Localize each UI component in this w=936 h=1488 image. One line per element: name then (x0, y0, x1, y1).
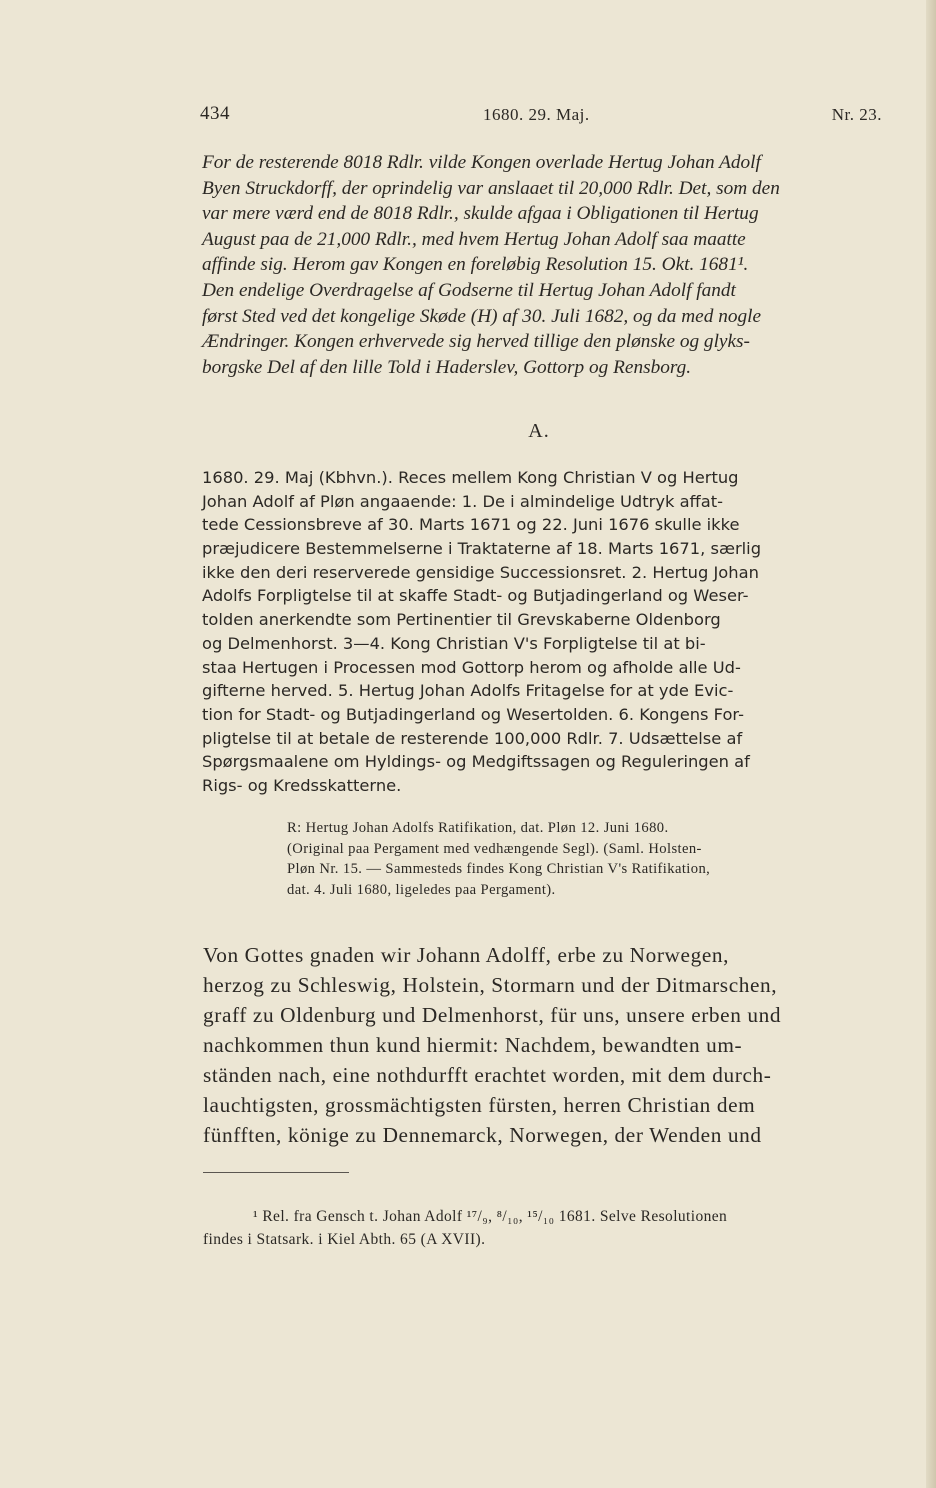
text-line: tolden anerkendte som Pertinentier til Grevskaberne Oldenborg (202, 610, 721, 630)
text-line: dat. 4. Juli 1680, ligeledes paa Pergament). (287, 881, 556, 898)
footnote (203, 1205, 886, 1251)
text-line: lauchtigsten, grossmächtigsten fürsten, herren Christian dem (203, 1093, 756, 1117)
text-line: staa Hertugen i Processen mod Gottorp herom og afholde alle Ud- (202, 657, 741, 677)
text-line: Pløn Nr. 15. — Sammesteds findes Kong Christian V's Ratifikation, (287, 861, 711, 877)
text-line: tion for Stadt- og Butjadingerland og Wesertolden. 6. Kongens For- (202, 704, 744, 724)
text-line: For de resterende 8018 Rdlr. vilde Kongen overlade Hertug Johan Adolf (202, 152, 761, 173)
text-line: borgske Del af den lille Told i Haderslev, Gottorp og Rensborg. (202, 356, 692, 378)
text-line: affinde sig. Herom gav Kongen en foreløbig Resolution 15. Okt. 1681¹. (202, 254, 749, 276)
page-number: 434 (200, 103, 230, 124)
text-line: R: Hertug Johan Adolfs Ratifikation, dat. Pløn 12. Juni 1680. (287, 820, 669, 836)
text-line: ikke den deri reserverede gensidige Successionsret. 2. Hertug Johan (202, 562, 759, 582)
page-edge (926, 0, 936, 1488)
text-line: ¹ Rel. fra Gensch t. Johan Adolf ¹⁷/₉, ⁸/₁₀, ¹⁵/₁₀ 1681. Selve Resolutionen (253, 1208, 728, 1225)
section-heading: A. (528, 420, 550, 442)
intro-paragraph (202, 150, 882, 380)
text-line: var mere værd end de 8018 Rdlr., skulde afgaa i Obligationen til Hertug (202, 203, 759, 225)
text-line: Den endelige Overdragelse af Godserne til Hertug Johan Adolf fandt (202, 279, 736, 301)
text-line: Adolfs Forpligtelse til at skaffe Stadt- og Butjadingerland og Weser- (202, 586, 749, 606)
document-number: Nr. 23. (831, 105, 882, 124)
header-date: 1680. 29. Maj. (483, 105, 590, 124)
text-line: Spørgsmaalene om Hyldings- og Medgiftssagen og Reguleringen af (202, 752, 750, 772)
text-line: Rigs- og Kredsskatterne. (202, 775, 402, 795)
text-line: først Sted ved det kongelige Skøde (H) af 30. Juli 1682, og da med nogle (202, 305, 762, 327)
text-line: herzog zu Schleswig, Holstein, Stormarn und der Ditmarschen, (203, 973, 778, 997)
footnote-divider (203, 1172, 349, 1173)
text-line: nachkommen thun kund hiermit: Nachdem, bewandten um- (203, 1033, 743, 1057)
text-line: (Original paa Pergament med vedhængende Segl). (Saml. Holsten- (287, 840, 702, 857)
document-text (203, 940, 886, 1150)
text-line: præjudicere Bestemmelserne i Traktaterne af 18. Marts 1671, særlig (202, 539, 762, 559)
source-note (287, 818, 887, 900)
text-line: August paa de 21,000 Rdlr., med hvem Hertug Johan Adolf saa maatte (202, 228, 746, 250)
text-line: Byen Struckdorff, der oprindelig var anslaaet til 20,000 Rdlr. Det, som den (202, 177, 780, 199)
text-line: gifterne herved. 5. Hertug Johan Adolfs Fritagelse for at yde Evic- (202, 681, 734, 701)
text-line: Ændringer. Kongen erhvervede sig herved tillige den plønske og glyks- (202, 331, 750, 353)
text-line: pligtelse til at betale de resterende 100,000 Rdlr. 7. Udsættelse af (202, 728, 743, 748)
text-line: tede Cessionsbreve af 30. Marts 1671 og 22. Juni 1676 skulle ikke (202, 515, 740, 535)
text-line: Johan Adolf af Pløn angaaende: 1. De i almindelige Udtryk affat- (202, 491, 724, 511)
text-line: fünfften, könige zu Dennemarck, Norwegen, der Wenden und (203, 1123, 762, 1147)
text-line: graff zu Oldenburg und Delmenhorst, für uns, unsere erben und (203, 1003, 782, 1027)
text-line: ständen nach, eine nothdurfft erachtet worden, mit dem durch- (203, 1063, 772, 1087)
text-line: og Delmenhorst. 3—4. Kong Christian V's Forpligtelse til at bi- (202, 633, 706, 653)
running-header (200, 103, 882, 133)
text-line: findes i Statsark. i Kiel Abth. 65 (A XVII). (203, 1231, 486, 1248)
text-line: 1680. 29. Maj (Kbhvn.). Reces mellem Kong Christian V og Hertug (202, 468, 739, 487)
text-line: Von Gottes gnaden wir Johann Adolff, erbe zu Norwegen, (203, 943, 730, 967)
summary-paragraph (202, 466, 886, 798)
